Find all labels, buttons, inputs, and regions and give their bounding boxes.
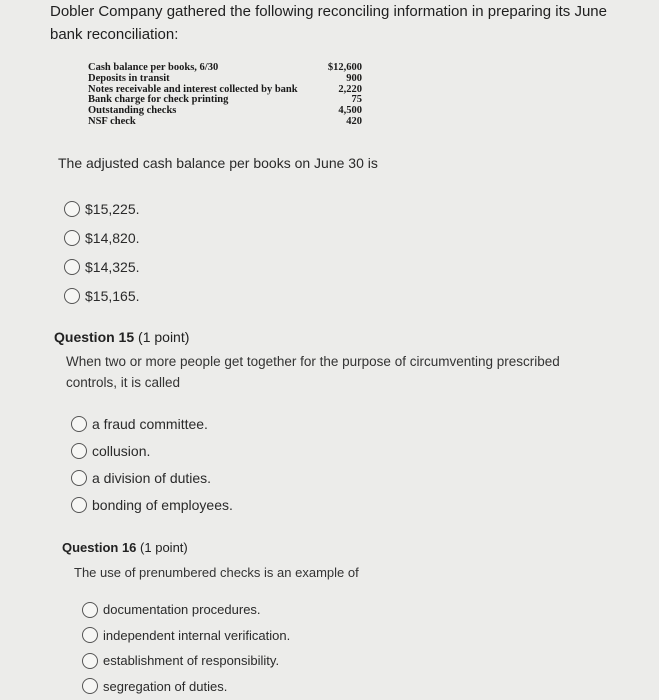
radio-button[interactable]	[71, 416, 87, 432]
option-label: a division of duties.	[92, 469, 212, 486]
table-row	[88, 117, 368, 128]
option-label: establishment of responsibility.	[103, 653, 280, 669]
q15-option-4[interactable]	[71, 491, 233, 518]
q15-title: Question 15	[54, 329, 135, 345]
q15-prompt: When two or more people get together for the purpose of circumventing prescribed controls, it is called	[66, 354, 560, 390]
q16-option-1[interactable]	[82, 597, 290, 623]
q14-option-1[interactable]	[64, 194, 140, 223]
q15-points: (1 point)	[138, 329, 190, 345]
item-label: Bank charge for check printing	[88, 94, 229, 106]
q16-points: (1 point)	[140, 540, 188, 555]
reconciling-table	[88, 63, 368, 128]
radio-button[interactable]	[82, 653, 98, 669]
radio-button[interactable]	[71, 497, 87, 513]
option-label: $14,325.	[85, 258, 140, 275]
q14-option-4[interactable]	[64, 281, 140, 310]
q15-option-2[interactable]	[71, 437, 233, 464]
q15-option-3[interactable]	[71, 464, 233, 491]
radio-button[interactable]	[64, 201, 80, 217]
q15-option-1[interactable]	[71, 410, 233, 437]
question-intro: Dobler Company gathered the following reconciling information in preparing its June bank reconciliation:	[50, 3, 607, 43]
radio-button[interactable]	[71, 443, 87, 459]
item-value: $12,600	[327, 62, 362, 73]
item-label: NSF check	[88, 115, 136, 127]
q14-options	[64, 194, 140, 310]
option-label: a fraud committee.	[92, 415, 208, 432]
q16-options	[82, 597, 290, 699]
item-value: 75	[351, 94, 362, 106]
radio-button[interactable]	[82, 602, 98, 618]
q14-option-2[interactable]	[64, 223, 140, 252]
item-value: 420	[346, 115, 362, 127]
q15-options	[71, 410, 233, 518]
option-label: bonding of employees.	[92, 496, 233, 513]
item-value: 4,500	[338, 105, 362, 117]
item-label: Outstanding checks	[88, 105, 177, 117]
radio-button[interactable]	[64, 259, 80, 275]
option-label: $15,165.	[85, 287, 140, 304]
item-label: Cash balance per books, 6/30	[88, 62, 219, 73]
radio-button[interactable]	[82, 627, 98, 643]
q16-prompt: The use of prenumbered checks is an example of	[74, 565, 359, 580]
option-label: independent internal verification.	[103, 627, 291, 643]
table-row	[88, 74, 368, 85]
option-label: $14,820.	[85, 229, 140, 246]
q16-option-3[interactable]	[82, 648, 290, 674]
item-value: 900	[346, 72, 362, 84]
q14-option-3[interactable]	[64, 252, 140, 281]
radio-button[interactable]	[82, 678, 98, 694]
q16-title: Question 16	[62, 540, 137, 555]
item-value: 2,220	[338, 83, 362, 95]
option-label: collusion.	[92, 442, 151, 459]
q15-heading	[54, 329, 189, 345]
option-label: segregation of duties.	[103, 678, 228, 694]
option-label: documentation procedures.	[103, 602, 261, 618]
q16-option-2[interactable]	[82, 623, 290, 649]
radio-button[interactable]	[64, 230, 80, 246]
radio-button[interactable]	[71, 470, 87, 486]
item-label: Deposits in transit	[88, 72, 170, 84]
q14-prompt: The adjusted cash balance per books on June 30 is	[58, 155, 378, 171]
option-label: $15,225.	[85, 200, 140, 217]
item-label: Notes receivable and interest collected by bank	[88, 83, 298, 95]
radio-button[interactable]	[64, 288, 80, 304]
q16-option-4[interactable]	[82, 674, 290, 700]
q16-heading	[62, 540, 188, 555]
